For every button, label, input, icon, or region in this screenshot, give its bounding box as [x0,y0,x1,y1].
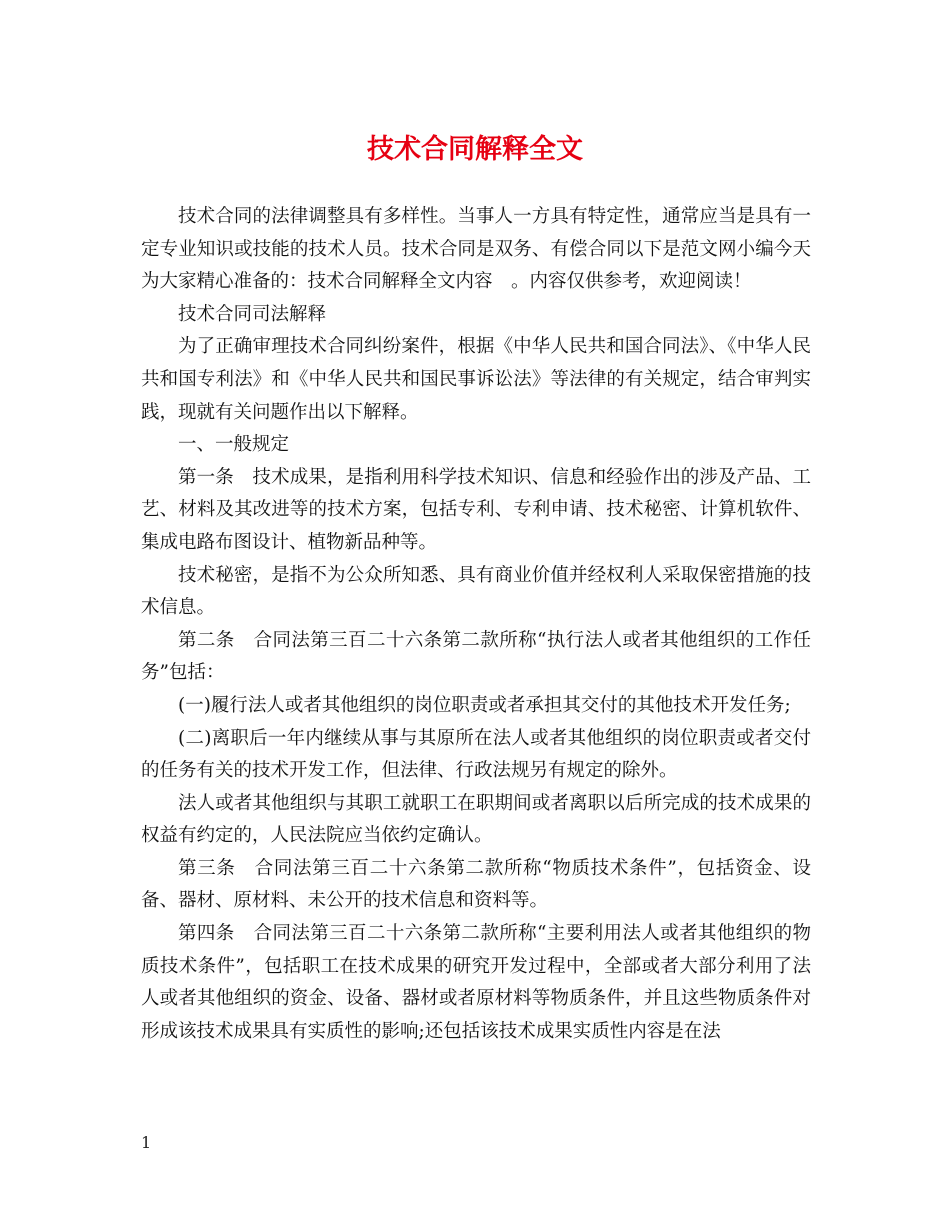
paragraph-article-1: 第一条 技术成果，是指利用科学技术知识、信息和经验作出的涉及产品、工艺、材料及其改进等的技术方案，包括专利、专利申请、技术秘密、计算机软件、集成电路布图设计、植物新品种等。 [141,466,811,553]
paragraph-preamble: 为了正确审理技术合同纠纷案件，根据《中华人民共和国合同法》、《中华人民共和国专利法》和《中华人民共和国民事诉讼法》等法律的有关规定，结合审判实践，现就有关问题作出以下解释。 [141,336,811,423]
paragraph-article-2: 第二条 合同法第三百二十六条第二款所称“执行法人或者其他组织的工作任务”包括： [141,629,811,684]
paragraph-subtitle: 技术合同司法解释 [178,303,327,325]
paragraph-article-4: 第四条 合同法第三百二十六条第二款所称“主要利用法人或者其他组织的物质技术条件”，包括职工在技术成果的研究开发过程中，全部或者大部分利用了法人或者其他组织的资金、设备、器材或者原材料等物质条件，并且这些物质条件对形成该技术成果具有实质性的影响;还包括该技术成果实质性内容是在法 [141,923,811,1042]
paragraph-article-2-item-1: (一)履行法人或者其他组织的岗位职责或者承担其交付的其他技术开发任务; [178,694,791,716]
page-number: 1 [141,1133,152,1152]
paragraph-article-1-secret: 技术秘密，是指不为公众所知悉、具有商业价值并经权利人采取保密措施的技术信息。 [141,564,811,619]
document-title: 技术合同解释全文 [367,134,583,165]
paragraph-article-3: 第三条 合同法第三百二十六条第二款所称“物质技术条件”，包括资金、设备、器材、原材料、未公开的技术信息和资料等。 [141,857,811,912]
document-body [141,201,811,1048]
paragraph-intro: 技术合同的法律调整具有多样性。当事人一方具有特定性，通常应当是具有一定专业知识或技能的技术人员。技术合同是双务、有偿合同以下是范文网小编今天为大家精心准备的：技术合同解释全文内容 。内容仅供参考，欢迎阅读！ [141,206,811,293]
paragraph-article-2-agreement: 法人或者其他组织与其职工就职工在职期间或者离职以后所完成的技术成果的权益有约定的，人民法院应当依约定确认。 [141,792,811,847]
section-heading: 一、一般规定 [178,434,290,456]
paragraph-article-2-item-2: (二)离职后一年内继续从事与其原所在法人或者其他组织的岗位职责或者交付的任务有关的技术开发工作，但法律、行政法规另有规定的除外。 [141,727,811,782]
